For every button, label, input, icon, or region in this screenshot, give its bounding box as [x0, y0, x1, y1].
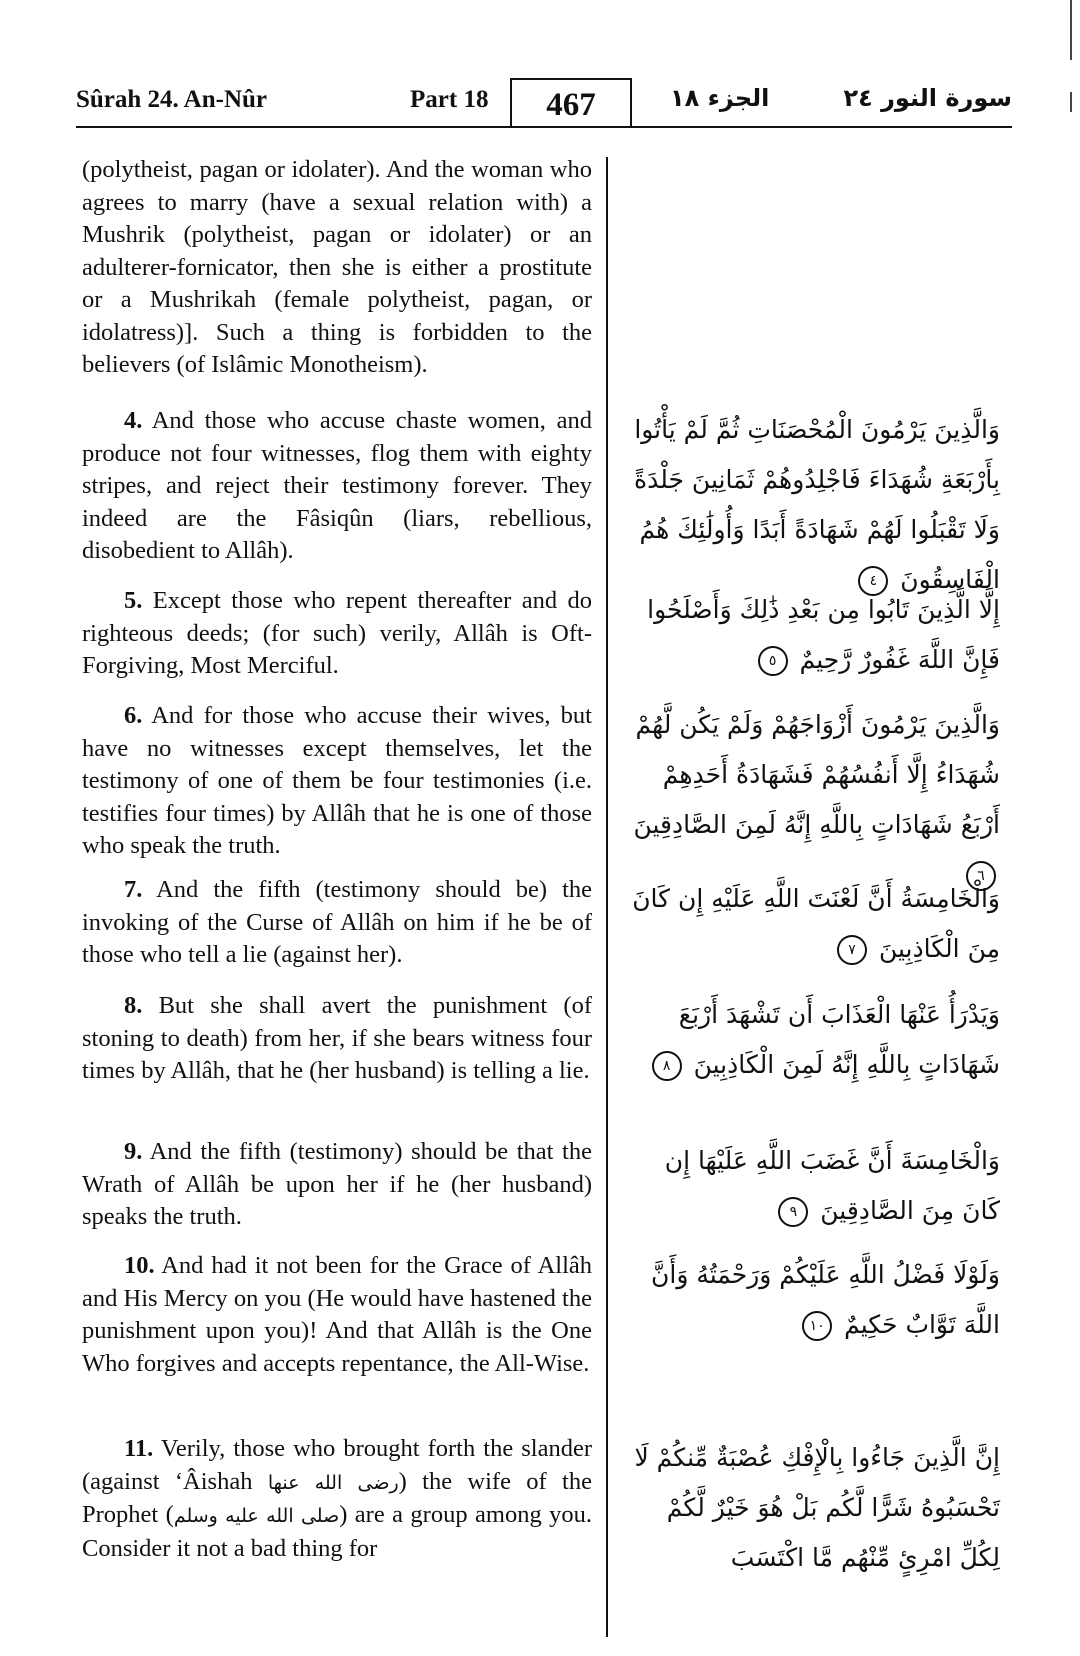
verse-ar-7	[630, 874, 1000, 974]
verse-ar-6	[630, 700, 1000, 900]
verse-text: Except those who repent thereafter and do righteous deeds; (for such) verily, Allâh is Oft-Forgiving, Most Merciful.	[82, 587, 593, 679]
honorific-ar: رضى الله عنها	[267, 1471, 399, 1494]
verse-end-marker: ٥	[758, 646, 788, 676]
verse-end-marker: ٧	[837, 935, 867, 965]
verse-text: ) are a group among you. Consider it not a bad thing for	[82, 1501, 593, 1562]
verse-text: And the fifth (testimony) should be that the Wrath of Allâh be upon her if he (her husband) speaks the truth.	[82, 1138, 592, 1230]
verse-number: 10.	[124, 1252, 155, 1279]
verse-end-marker: ٨	[652, 1051, 682, 1081]
verse-text: And those who accuse chaste women, and produce not four witnesses, flog them with eighty stripes, and reject their testimony forever. They indeed are the Fâsiqûn (liars, rebellious, disobedient to Allâh).	[82, 407, 592, 564]
arabic-text: وَلَوْلَا فَضْلُ اللَّهِ عَلَيْكُمْ وَرَحْمَتُهُ وَأَنَّ اللَّهَ تَوَّابٌ حَكِيمٌ	[651, 1260, 1000, 1339]
scan-edge-mark	[1070, 0, 1072, 60]
verse-continuation	[82, 154, 592, 382]
verse-en-5	[82, 585, 592, 683]
column-divider	[606, 157, 608, 1637]
verse-end-marker: ١٠	[802, 1311, 832, 1341]
verse-ar-10	[630, 1250, 1000, 1350]
verse-number: 9.	[124, 1138, 143, 1165]
verse-text: the wife of the Prophet	[82, 1467, 592, 1528]
arabic-text: وَالْخَامِسَةُ أَنَّ لَعْنَتَ اللَّهِ عَلَيْهِ إِن كَانَ مِنَ الْكَاذِبِينَ	[632, 884, 1000, 963]
verse-end-marker: ٩	[778, 1197, 808, 1227]
verse-text: Verily, those who brought forth the slander (against ‘Âishah	[82, 1435, 592, 1495]
verse-number: 11.	[124, 1435, 154, 1462]
arabic-text: وَيَدْرَأُ عَنْهَا الْعَذَابَ أَن تَشْهَدَ أَرْبَعَ شَهَادَاتٍ بِاللَّهِ إِنَّهُ لَمِنَ الْكَاذِبِينَ	[678, 1000, 1000, 1079]
arabic-text: إِلَّا الَّذِينَ تَابُوا مِن بَعْدِ ذَٰلِكَ وَأَصْلَحُوا فَإِنَّ اللَّهَ غَفُورٌ رَّحِيمٌ	[647, 595, 1000, 674]
verse-en-8	[82, 990, 592, 1088]
verse-text: And the fifth (testimony should be) the invoking of the Curse of Allâh on him if he be of those who tell a lie (against her).	[82, 876, 593, 968]
verse-number: 6.	[124, 702, 143, 729]
page-number: 467	[510, 78, 632, 126]
header-rule	[76, 126, 1012, 128]
surah-title-ar: سورة النور ٢٤	[843, 84, 1012, 112]
verse-number: 7.	[124, 876, 143, 903]
verse-text: And for those who accuse their wives, but have no witnesses except themselves, let the testimony of one of them be four testimonies (i.e. testifies four times) by Allâh that he is one of those who speak the truth.	[82, 702, 592, 859]
arabic-text: إِنَّ الَّذِينَ جَاءُوا بِالْإِفْكِ عُصْبَةٌ مِّنكُمْ لَا تَحْسَبُوهُ شَرًّا لَّكُم بَلْ هُوَ خَيْرٌ لَّكُمْ لِكُلِّ امْرِئٍ مِّنْهُم مَّا اكْتَسَبَ	[634, 1443, 1000, 1572]
verse-ar-4	[630, 405, 1000, 605]
verse-number: 4.	[124, 407, 143, 434]
page-header	[76, 70, 1012, 126]
verse-en-10	[82, 1250, 592, 1380]
surah-title-en: Sûrah 24. An-Nûr	[76, 86, 268, 113]
verse-en-4	[82, 405, 592, 568]
verse-text: But she shall avert the punishment (of stoning to death) from her, if she bears witness four times by Allâh, that he (her husband) is telling a lie.	[82, 992, 593, 1084]
verse-en-9	[82, 1136, 592, 1234]
arabic-text: وَالَّذِينَ يَرْمُونَ أَزْوَاجَهُمْ وَلَمْ يَكُن لَّهُمْ شُهَدَاءُ إِلَّا أَنفُسُهُمْ فَشَهَادَةُ أَحَدِهِمْ أَرْبَعُ شَهَادَاتٍ بِاللَّهِ إِنَّهُ لَمِنَ الصَّادِقِينَ	[633, 710, 1000, 839]
scan-edge-mark	[1070, 92, 1072, 112]
verse-en-6	[82, 700, 592, 863]
verse-en-11: 11. Verily, those who brought forth the slander (against ‘Âishah رضى الله عنها) the wife of the Prophet (صلى الله عليه وسلم) are a group among you. Consider it not a bad thing for	[82, 1435, 593, 1562]
verse-end-marker: ٦	[966, 861, 996, 891]
verse-ar-8	[630, 990, 1000, 1090]
verse-number: 8.	[124, 992, 143, 1019]
part-label-en: Part 18	[410, 86, 489, 113]
continuation-text: (polytheist, pagan or idolater). And the woman who agrees to marry (have a sexual relation with) a Mushrik (polytheist, pagan or idolater) or an adulterer-fornicator, then she is either a prostitute or a Mushrikah (female polytheist, pagan, or idolatress)]. Such a thing is forbidden to the believers (of Islâmic Monotheism).	[82, 156, 592, 378]
verse-text: And had it not been for the Grace of Allâh and His Mercy on you (He would have hastened the punishment upon you)! And that Allâh is the One Who forgives and accepts repentance, the All-Wise.	[82, 1252, 592, 1377]
arabic-text: وَالْخَامِسَةَ أَنَّ غَضَبَ اللَّهِ عَلَيْهَا إِن كَانَ مِنَ الصَّادِقِينَ	[664, 1146, 1000, 1225]
verse-ar-5	[630, 585, 1000, 685]
verse-ar-11	[630, 1433, 1000, 1583]
verse-ar-9	[630, 1136, 1000, 1236]
arabic-text: وَالَّذِينَ يَرْمُونَ الْمُحْصَنَاتِ ثُمَّ لَمْ يَأْتُوا بِأَرْبَعَةِ شُهَدَاءَ فَاجْلِدُوهُمْ ثَمَانِينَ جَلْدَةً وَلَا تَقْبَلُوا لَهُمْ شَهَادَةً أَبَدًا وَأُولَٰئِكَ هُمُ الْفَاسِقُونَ	[634, 415, 1000, 594]
verse-number: 5.	[124, 587, 143, 614]
verse-end-marker: ٤	[858, 566, 888, 596]
verse-en-7	[82, 874, 592, 972]
part-label-ar: الجزء ١٨	[670, 84, 770, 112]
honorific-ar: صلى الله عليه وسلم	[173, 1505, 340, 1527]
